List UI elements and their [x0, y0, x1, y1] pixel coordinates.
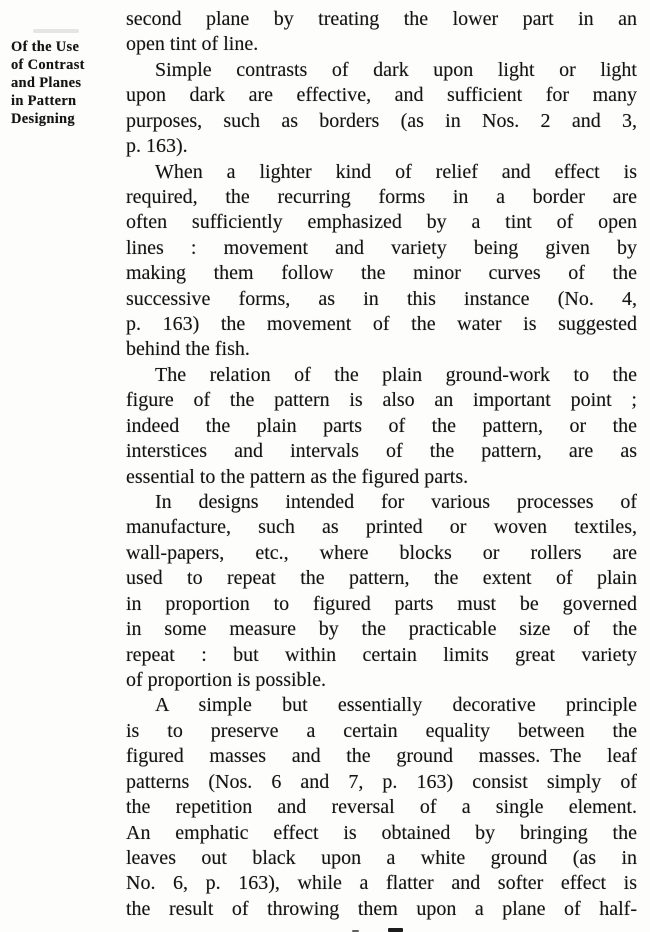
text-line: indeed the plain parts of the pattern, or the: [126, 414, 637, 437]
text-line: the result of throwing them upon a plane of half-: [126, 897, 637, 920]
text-line: p. 163).: [126, 135, 188, 158]
text-line: interstices and intervals of the pattern, are as: [126, 440, 637, 463]
partial-next-line-fragment: [388, 928, 403, 932]
margin-note-line: in Pattern: [11, 93, 77, 109]
text-line: second plane by treating the lower part in an: [126, 8, 637, 30]
margin-note: [11, 38, 119, 128]
text-line: figured masses and the ground masses. The leaf: [126, 745, 637, 768]
text-line: repeat : but within certain limits great variety: [126, 643, 637, 666]
text-line: In designs intended for various processes of: [155, 491, 637, 514]
text-line: in proportion to figured parts must be governed: [126, 592, 637, 615]
text-line: wall-papers, etc., where blocks or rollers are: [126, 541, 637, 564]
text-line: in some measure by the practicable size of the: [126, 618, 637, 641]
text-line: the repetition and reversal of a single element.: [126, 796, 637, 819]
text-line: leaves out black upon a white ground (as in: [126, 846, 637, 869]
margin-note-line: Designing: [11, 111, 75, 127]
text-line: patterns (Nos. 6 and 7, p. 163) consist simply of: [126, 770, 637, 793]
text-line: making them follow the minor curves of the: [126, 262, 637, 285]
text-line: behind the fish.: [126, 338, 250, 361]
text-line: successive forms, as in this instance (No. 4,: [126, 287, 637, 310]
text-line: is to preserve a certain equality between the: [126, 719, 637, 742]
text-line: upon dark are effective, and sufficient for many: [126, 84, 637, 107]
text-line: The relation of the plain ground-work to the: [155, 363, 637, 386]
text-line: A simple but essentially decorative principle: [155, 694, 637, 717]
margin-note-line: Of the Use: [11, 39, 80, 55]
text-line: p. 163) the movement of the water is suggested: [126, 313, 637, 336]
text-line: often sufficiently emphasized by a tint of open: [126, 211, 637, 234]
text-line: manufacture, such as printed or woven textiles,: [126, 516, 637, 539]
text-line: An emphatic effect is obtained by bringing the: [126, 821, 637, 844]
text-column: [126, 7, 637, 922]
text-line: required, the recurring forms in a border are: [126, 185, 637, 208]
text-line: of proportion is possible.: [126, 668, 326, 691]
text-line: used to repeat the pattern, the extent of plain: [126, 567, 637, 590]
margin-note-line: of Contrast: [11, 57, 85, 73]
margin-note-line: and Planes: [11, 75, 82, 91]
text-line: Simple contrasts of dark upon light or light: [155, 58, 637, 81]
text-line: lines : movement and variety being given by: [126, 236, 637, 259]
text-line: open tint of line.: [126, 33, 259, 56]
text-line: When a lighter kind of relief and effect is: [155, 160, 637, 183]
text-line: purposes, such as borders (as in Nos. 2 and 3,: [126, 109, 637, 132]
text-line: No. 6, p. 163), while a flatter and softer effect is: [126, 872, 637, 895]
text-line: essential to the pattern as the figured parts.: [126, 465, 469, 488]
text-line: figure of the pattern is also an important point ;: [126, 389, 637, 412]
scan-artifact-smudge: [33, 29, 79, 33]
